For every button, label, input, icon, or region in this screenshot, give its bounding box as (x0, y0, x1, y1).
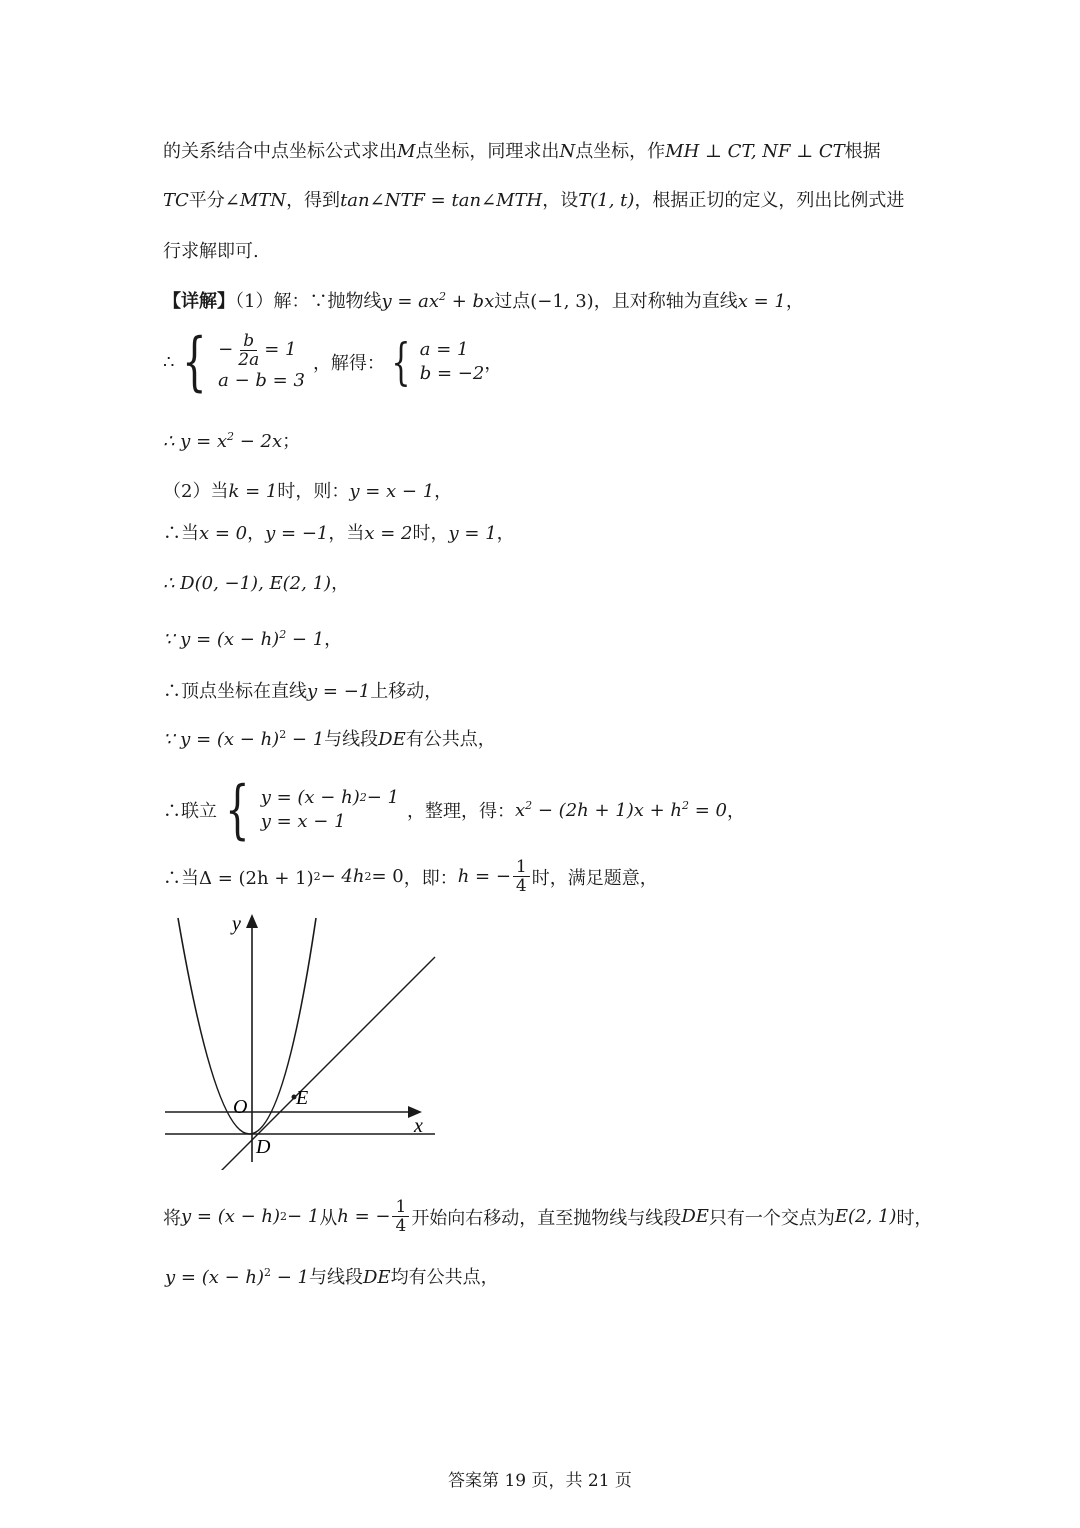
text: ； (282, 431, 301, 452)
text: − 4h (320, 866, 365, 887)
sup: 2 (525, 798, 533, 812)
system1-eq2: a − b = 3 (218, 369, 305, 391)
point-T: T(1, t) (578, 190, 635, 211)
text: ，根据正切的定义，列出比例式进 (634, 190, 905, 211)
text: − 1 (366, 787, 399, 808)
system2-eq2: y = x − 1 (260, 811, 346, 832)
text: h = − (457, 866, 511, 887)
text: y = −1 (307, 681, 371, 702)
sup: 2 (682, 798, 690, 812)
text: ，得到 (286, 190, 341, 211)
text: 时， (412, 523, 449, 544)
text: ，解得： (312, 353, 385, 374)
quadratic-eq (515, 800, 727, 821)
origin-label: O (233, 1096, 248, 1118)
text: ， (785, 291, 804, 312)
numerator: 1 (392, 1198, 409, 1217)
perp-expr: MH ⊥ CT, NF ⊥ CT (665, 141, 845, 162)
part2-line-5 (163, 680, 442, 704)
move-line: 将 y = (x − h) 2 − 1 从 h = − $\frac{1}{4}$ 开始向右移动，直至抛物线与线段 DE 只有一个交点为 E(2, 1) 时， (163, 1197, 933, 1236)
text: x = 2 (364, 523, 413, 544)
text: 点坐标，同理求出 (415, 141, 560, 162)
text: ∵ y = (x − h) (163, 629, 280, 650)
text: 将 (163, 1207, 181, 1229)
brace-icon: { (182, 325, 208, 399)
system1-eq1 (218, 332, 305, 369)
system-2 (163, 773, 746, 847)
page-footer: 答案第 19 页，共 21 页 (448, 1471, 632, 1491)
text: 开始向右移动，直至抛物线与线段 (411, 1207, 682, 1229)
result-1 (163, 430, 300, 454)
axis-eq: x = 1 (737, 291, 786, 312)
sup: 2 (279, 628, 287, 641)
text: ， (331, 573, 350, 594)
segment-DE: DE (681, 1206, 709, 1227)
point-E-label: E (296, 1087, 309, 1109)
text: y = −1 (265, 523, 329, 544)
detail-label: 【详解】 (163, 291, 235, 312)
line-eq: y = x − 1 (349, 481, 435, 502)
text: 与线段 (324, 729, 379, 750)
intro-line-1 (163, 140, 881, 164)
var-TC: TC (163, 190, 189, 211)
parabola-eq (381, 291, 494, 312)
x-label: x (414, 1115, 423, 1137)
numerator: b (240, 332, 257, 351)
sup: 2 (227, 430, 235, 443)
text: ∵ y = (x − h) (163, 729, 280, 750)
var-MTN: MTN (239, 190, 287, 211)
text: ，整理，得： (407, 801, 515, 822)
part2-line-4 (163, 628, 342, 652)
parabola-line-graph (160, 910, 450, 1170)
denominator: 4 (515, 876, 527, 896)
text: 时，满足题意， (531, 867, 658, 889)
text: = 1 (264, 339, 297, 360)
text: x = 0 (199, 523, 248, 544)
delta-line: ∴当Δ = (2h + 1) 2 − 4h 2 = 0 ，即： h = − $\frac{1}{4}$ 时，满足题意， (163, 857, 658, 896)
system2-eq1: y = (x − h) 2 − 1 (260, 787, 399, 808)
tan-expr: tan∠NTF = tan∠MTH (340, 190, 543, 211)
text: y = (x − h) (165, 1267, 265, 1288)
sup: 2 (264, 1266, 272, 1279)
text: 平分∠ (188, 190, 240, 211)
final-line (165, 1266, 499, 1290)
text: 均有公共点， (390, 1267, 499, 1288)
fraction (513, 858, 530, 895)
text: ， (434, 481, 453, 502)
denominator: 4 (395, 1216, 407, 1236)
text: = 0 (689, 799, 728, 821)
part2-line-2 (163, 522, 515, 546)
brace-icon: { (225, 773, 250, 847)
text: − 1 (271, 1267, 309, 1288)
text: ∴ y = x (163, 431, 228, 452)
text: 点坐标，作 (575, 141, 666, 162)
text: ， (727, 801, 746, 822)
text: x (515, 799, 526, 821)
segment-DE: DE (363, 1267, 391, 1288)
text: ，设 (542, 190, 579, 211)
text: 过点 (494, 291, 531, 312)
text: y = 1 (448, 523, 497, 544)
text: + bx (446, 291, 495, 312)
text: ∴当Δ = (2h + 1) (163, 867, 314, 889)
text: （1）解：∵抛物线 (235, 291, 382, 312)
text: 只有一个交点为 (708, 1207, 835, 1229)
text: − 1 (287, 1206, 320, 1227)
detail-line (163, 290, 804, 314)
point: (−1, 3) (530, 291, 594, 312)
text: ∴联立 (163, 801, 217, 822)
text: − (2h + 1)x + h (532, 799, 683, 821)
denominator: 2a (238, 349, 260, 370)
intro-line-2 (163, 189, 904, 213)
line-y-eq-x-minus-1 (200, 957, 435, 1170)
text: ， (496, 523, 515, 544)
text: y = (x − h) (181, 1206, 281, 1227)
text: 根据 (844, 141, 881, 162)
fraction (235, 332, 262, 369)
text: y = ax (381, 291, 440, 312)
text: − 1 (286, 629, 325, 650)
text: h = − (337, 1206, 391, 1227)
text: − 1 (286, 729, 325, 750)
k-eq: k = 1 (228, 481, 278, 502)
numerator: 1 (513, 858, 530, 877)
system-1 (163, 325, 503, 399)
text: ，当 (328, 523, 365, 544)
part2-line-1 (163, 480, 452, 504)
text: 上移动， (370, 681, 443, 702)
sup: 2 (279, 728, 287, 741)
segment-DE: DE (378, 729, 406, 750)
text: ，且对称轴为直线 (593, 291, 738, 312)
text: ∴顶点坐标在直线 (163, 681, 307, 702)
solution-b: b = −2 (419, 363, 485, 384)
y-axis-arrow-icon (246, 914, 258, 928)
fraction (392, 1198, 409, 1235)
text: y = (x − h) (260, 787, 360, 808)
text: − 2x (234, 431, 283, 452)
text: （2）当 (163, 481, 229, 502)
text: 从 (319, 1207, 338, 1229)
point-D-label: D (256, 1136, 271, 1158)
text: = 0 (371, 866, 404, 887)
text: 的关系结合中点坐标公式求出 (163, 141, 397, 162)
text: ， (484, 353, 503, 374)
part2-line-3 (163, 572, 349, 596)
sup: 2 (439, 290, 447, 303)
text: 有公共点， (405, 729, 496, 750)
var-N: N (559, 141, 576, 162)
y-label: y (232, 913, 241, 935)
text: 时， (896, 1207, 933, 1229)
text: 时，则： (277, 481, 350, 502)
part2-line-6 (163, 728, 496, 752)
point-E: E(2, 1) (834, 1206, 897, 1227)
intro-line-3: 行求解即可. (163, 241, 259, 262)
var-M: M (397, 141, 416, 162)
text: ， (324, 629, 343, 650)
points-DE: ∴ D(0, −1), E(2, 1) (163, 573, 332, 594)
text: ， (247, 523, 266, 544)
text: − (218, 339, 234, 360)
text: 与线段 (309, 1267, 363, 1288)
brace-icon: { (391, 333, 411, 391)
text: ，即： (403, 867, 458, 889)
solution-a: a = 1 (419, 339, 469, 360)
text: ∴当 (163, 523, 199, 544)
therefore-symbol: ∴ (163, 351, 175, 373)
